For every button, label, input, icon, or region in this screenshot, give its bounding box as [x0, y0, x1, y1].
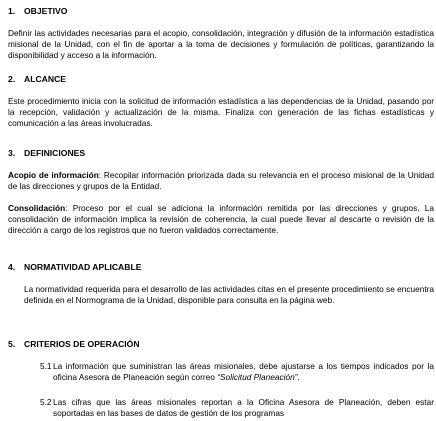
section-number: 2. [8, 74, 16, 84]
section-title-normatividad [8, 262, 141, 273]
item-text-end: . [297, 372, 300, 382]
alcance-paragraph: Este procedimiento inicia con la solicitud de información estadística a las dependencias de la Unidad, pasando por la recepción, validación y actualización de la misma. Finaliza con generación de las fichas estadísticas y comunicación a las áreas involucradas. [8, 96, 434, 128]
section-number: 5. [8, 339, 16, 349]
section-title-objetivo [8, 6, 67, 17]
definition-term: Consolidación [8, 203, 66, 213]
item-text [53, 361, 434, 383]
criterio-item-1 [40, 361, 434, 385]
definition-term: Acopio de información [8, 170, 99, 180]
item-number: 5.2 [40, 397, 52, 407]
definition-text: : Proceso por el cual se adiciona la información remitida por las direcciones y grupos. La consolidación de información implica la revisión de coherencia, la cual puede llevar al descarte o revisión de la dirección a cargo de los registros que no fueron validados correctamente. [8, 203, 434, 235]
section-title-text: DEFINICIONES [24, 148, 86, 158]
definicion-consolidacion [8, 203, 434, 236]
item-text-body: La información que suministran las áreas misionales, debe ajustarse a los tiempos indicados por la oficina Asesora de Planeación según correo [53, 361, 434, 382]
section-title-text: CRITERIOS DE OPERACIÓN [24, 339, 140, 349]
section-title-criterios [8, 339, 140, 350]
section-number: 1. [8, 6, 16, 16]
criterio-item-2 [40, 397, 434, 421]
item-text: Las cifras que las áreas misionales reportan a la Oficina Asesora de Planeación, deben estar soportadas en las bases de datos de gestión de los programas [53, 397, 434, 418]
section-title-alcance [8, 74, 66, 85]
definition-text: : Recopilar información priorizada dada su relevancia en el proceso misional de la Unidad de las direcciones y grupos de la Entidad. [8, 170, 434, 191]
item-quote: “Solicitud Planeación” [217, 372, 298, 382]
item-number: 5.1 [40, 361, 52, 371]
section-number: 4. [8, 262, 16, 272]
section-number: 3. [8, 148, 16, 158]
definicion-acopio [8, 170, 434, 192]
section-title-definiciones [8, 148, 85, 159]
section-title-text: ALCANCE [24, 74, 67, 84]
section-title-text: OBJETIVO [24, 6, 68, 16]
objetivo-paragraph: Definir las actividades necesarias para el acopio, consolidación, integración y difusión de la información estadística misional de la Unidad, con el fin de aportar a la toma de decisiones y formulación de políticas, garantizando la disponibilidad y acceso a la información. [8, 28, 434, 60]
normatividad-paragraph: La normatividad requerida para el desarrollo de las actividades citas en el presente procedimiento se encuentra definida en el Normograma de la Unidad, disponible para consulta en la página web. [24, 284, 435, 305]
section-title-text: NORMATIVIDAD APLICABLE [24, 262, 142, 272]
